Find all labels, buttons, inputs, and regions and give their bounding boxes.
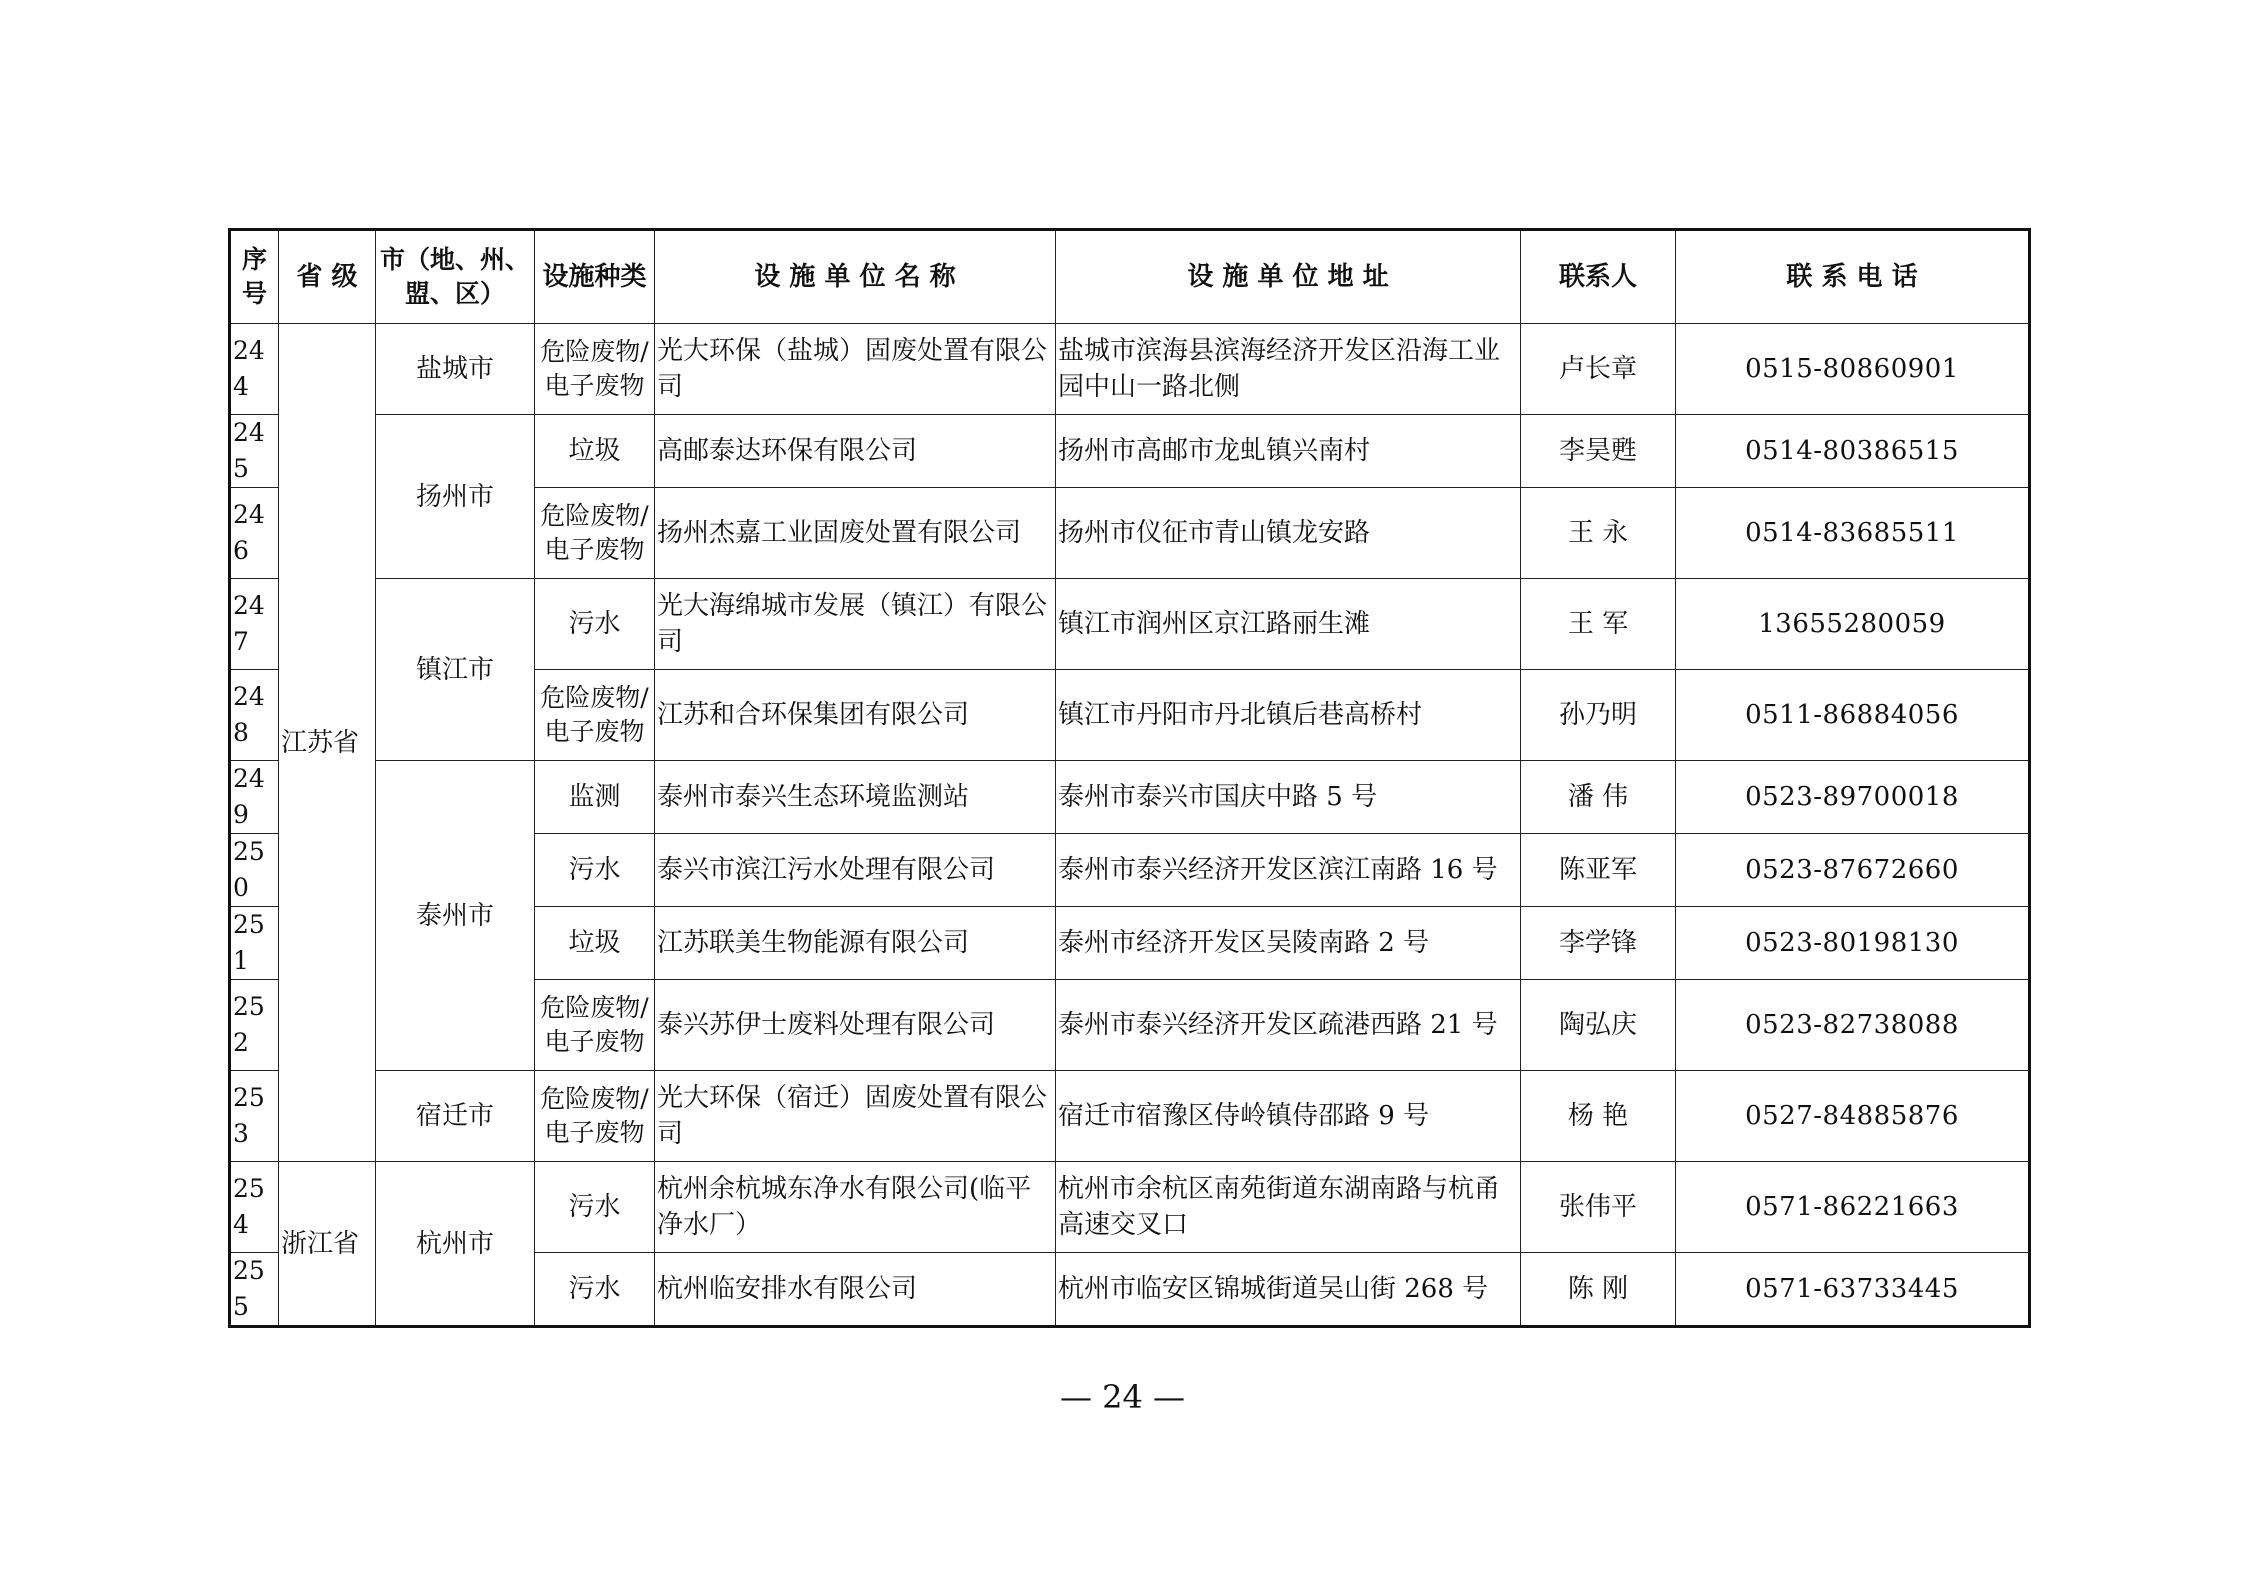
city-cell: 镇江市	[376, 579, 535, 761]
row-contact: 陈 刚	[1521, 1253, 1676, 1327]
row-seq: 247	[230, 579, 279, 670]
row-type: 危险废物/电子废物	[535, 670, 655, 761]
header-contact: 联系人	[1521, 230, 1676, 324]
header-row	[230, 230, 2030, 324]
row-phone: 0514-83685511	[1676, 488, 2030, 579]
row-type: 危险废物/电子废物	[535, 324, 655, 415]
table-row	[230, 1162, 2030, 1253]
row-contact: 李学锋	[1521, 907, 1676, 980]
table-row	[230, 324, 2030, 415]
row-contact: 陶弘庆	[1521, 980, 1676, 1071]
row-name: 江苏和合环保集团有限公司	[655, 670, 1056, 761]
row-type: 监测	[535, 761, 655, 834]
row-address: 盐城市滨海县滨海经济开发区沿海工业园中山一路北侧	[1056, 324, 1521, 415]
row-seq: 251	[230, 907, 279, 980]
row-type: 污水	[535, 579, 655, 670]
row-name: 杭州余杭城东净水有限公司(临平净水厂）	[655, 1162, 1056, 1253]
row-seq: 245	[230, 415, 279, 488]
row-address: 杭州市余杭区南苑街道东湖南路与杭甬高速交叉口	[1056, 1162, 1521, 1253]
row-name: 高邮泰达环保有限公司	[655, 415, 1056, 488]
table-row	[230, 761, 2030, 834]
row-type: 垃圾	[535, 907, 655, 980]
row-address: 泰州市泰兴经济开发区疏港西路 21 号	[1056, 980, 1521, 1071]
facility-table	[228, 228, 2031, 1328]
row-phone: 0515-80860901	[1676, 324, 2030, 415]
row-contact: 卢长章	[1521, 324, 1676, 415]
row-name: 光大海绵城市发展（镇江）有限公司	[655, 579, 1056, 670]
row-phone: 0571-63733445	[1676, 1253, 2030, 1327]
row-address: 镇江市润州区京江路丽生滩	[1056, 579, 1521, 670]
row-type: 危险废物/电子废物	[535, 488, 655, 579]
row-seq: 252	[230, 980, 279, 1071]
row-name: 光大环保（宿迁）固废处置有限公司	[655, 1071, 1056, 1162]
header-address: 设 施 单 位 地 址	[1056, 230, 1521, 324]
row-seq: 253	[230, 1071, 279, 1162]
row-phone: 0571-86221663	[1676, 1162, 2030, 1253]
row-type: 污水	[535, 1162, 655, 1253]
row-phone: 13655280059	[1676, 579, 2030, 670]
row-contact: 王 军	[1521, 579, 1676, 670]
row-address: 泰州市经济开发区吴陵南路 2 号	[1056, 907, 1521, 980]
city-cell: 盐城市	[376, 324, 535, 415]
table-row	[230, 1071, 2030, 1162]
row-address: 扬州市高邮市龙虬镇兴南村	[1056, 415, 1521, 488]
city-cell: 宿迁市	[376, 1071, 535, 1162]
row-contact: 张伟平	[1521, 1162, 1676, 1253]
row-type: 垃圾	[535, 415, 655, 488]
header-name: 设 施 单 位 名 称	[655, 230, 1056, 324]
row-seq: 255	[230, 1253, 279, 1327]
province-cell: 浙江省	[279, 1162, 376, 1327]
city-cell: 扬州市	[376, 415, 535, 579]
province-cell: 江苏省	[279, 324, 376, 1162]
header-city: 市（地、州、盟、区）	[376, 230, 535, 324]
row-contact: 陈亚军	[1521, 834, 1676, 907]
row-phone: 0514-80386515	[1676, 415, 2030, 488]
row-seq: 244	[230, 324, 279, 415]
row-contact: 孙乃明	[1521, 670, 1676, 761]
row-phone: 0523-89700018	[1676, 761, 2030, 834]
row-seq: 254	[230, 1162, 279, 1253]
row-phone: 0523-87672660	[1676, 834, 2030, 907]
row-name: 扬州杰嘉工业固废处置有限公司	[655, 488, 1056, 579]
row-phone: 0527-84885876	[1676, 1071, 2030, 1162]
row-type: 污水	[535, 834, 655, 907]
row-seq: 248	[230, 670, 279, 761]
row-name: 光大环保（盐城）固废处置有限公司	[655, 324, 1056, 415]
page-number: — 24 —	[1059, 1378, 1186, 1416]
row-phone: 0523-82738088	[1676, 980, 2030, 1071]
row-seq: 246	[230, 488, 279, 579]
row-name: 杭州临安排水有限公司	[655, 1253, 1056, 1327]
row-address: 泰州市泰兴市国庆中路 5 号	[1056, 761, 1521, 834]
row-type: 危险废物/电子废物	[535, 1071, 655, 1162]
table-row	[230, 415, 2030, 488]
row-contact: 李昊甦	[1521, 415, 1676, 488]
table-row	[230, 579, 2030, 670]
row-seq: 249	[230, 761, 279, 834]
header-seq: 序号	[230, 230, 279, 324]
row-type: 危险废物/电子废物	[535, 980, 655, 1071]
row-name: 江苏联美生物能源有限公司	[655, 907, 1056, 980]
row-address: 扬州市仪征市青山镇龙安路	[1056, 488, 1521, 579]
row-contact: 王 永	[1521, 488, 1676, 579]
header-type: 设施种类	[535, 230, 655, 324]
row-name: 泰兴市滨江污水处理有限公司	[655, 834, 1056, 907]
row-name: 泰州市泰兴生态环境监测站	[655, 761, 1056, 834]
row-address: 杭州市临安区锦城街道吴山街 268 号	[1056, 1253, 1521, 1327]
row-phone: 0523-80198130	[1676, 907, 2030, 980]
row-address: 泰州市泰兴经济开发区滨江南路 16 号	[1056, 834, 1521, 907]
row-address: 镇江市丹阳市丹北镇后巷高桥村	[1056, 670, 1521, 761]
row-seq: 250	[230, 834, 279, 907]
row-phone: 0511-86884056	[1676, 670, 2030, 761]
row-name: 泰兴苏伊士废料处理有限公司	[655, 980, 1056, 1071]
row-contact: 杨 艳	[1521, 1071, 1676, 1162]
header-province: 省 级	[279, 230, 376, 324]
city-cell: 杭州市	[376, 1162, 535, 1327]
header-phone: 联 系 电 话	[1676, 230, 2030, 324]
row-type: 污水	[535, 1253, 655, 1327]
city-cell: 泰州市	[376, 761, 535, 1071]
row-contact: 潘 伟	[1521, 761, 1676, 834]
row-address: 宿迁市宿豫区侍岭镇侍邵路 9 号	[1056, 1071, 1521, 1162]
